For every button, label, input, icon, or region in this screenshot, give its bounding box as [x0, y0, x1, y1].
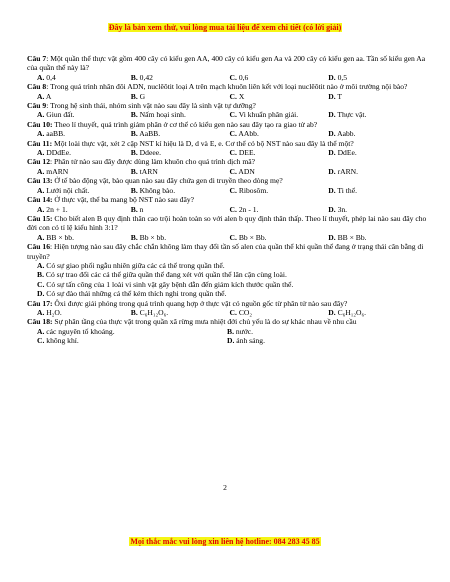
answer-options: [27, 308, 427, 317]
option-a[interactable]: A. H₂O.: [37, 307, 62, 317]
answer-options: [27, 129, 427, 138]
option-a[interactable]: A. aaBB.: [37, 129, 66, 139]
question-number: Câu 10:: [27, 119, 53, 129]
question-number: Câu 11:: [27, 138, 53, 148]
option-a[interactable]: A. BB × bb.: [37, 232, 74, 242]
question-text: : Trong quá trình nhân đôi ADN, nuclêôtit loại A trên mạch khuôn liên kết với loại nuclêôtit nào ở môi trường nội bào?: [46, 82, 408, 92]
question-11: [27, 139, 427, 148]
option-a[interactable]: A. Giun đất.: [37, 110, 75, 120]
question-15: [27, 214, 427, 233]
question-text: Ở thực vật, thể ba mang bộ NST nào sau đây?: [52, 195, 195, 205]
option-d[interactable]: D. ánh sáng.: [227, 336, 265, 346]
question-16: [27, 242, 427, 261]
option-c[interactable]: C. không khí.: [37, 336, 79, 346]
question-13: [27, 176, 427, 185]
option-d[interactable]: D. T: [328, 91, 343, 101]
question-text: : Một quần thể thực vật gồm 400 cây có kiểu gen AA, 400 cây có kiểu gen Aa và 200 cây có kiểu gen aa. Tần số kiểu gen Aa của quần thể này là?: [27, 54, 426, 73]
question-number: Câu 18:: [27, 317, 53, 327]
answer-options: [27, 148, 427, 157]
option-b[interactable]: B. Ddeee.: [130, 148, 161, 158]
question-text: Ở tế bào động vật, bào quan nào sau đây chứa gen di truyền theo dòng mẹ?: [52, 176, 283, 186]
answer-options: [27, 205, 427, 214]
option-b[interactable]: B. Bb × bb.: [130, 232, 167, 242]
option-a[interactable]: A. 0,4: [37, 72, 56, 82]
option-b[interactable]: B. Không bào.: [130, 185, 176, 195]
option-d[interactable]: D. Aabb.: [328, 129, 356, 139]
option-a[interactable]: A. A: [37, 91, 52, 101]
question-text: : Phân tử nào sau đây được dùng làm khuôn cho quá trình dịch mã?: [50, 157, 256, 167]
option-b[interactable]: B. tARN: [130, 166, 158, 176]
option-d[interactable]: D. rARN.: [328, 166, 359, 176]
option-a[interactable]: A. 2n + 1.: [37, 204, 68, 214]
option-b[interactable]: B. nước.: [227, 326, 254, 336]
question-number: Câu 14:: [27, 195, 53, 205]
footer-banner-text: Mọi thắc mắc vui lòng xin liên hệ hotline: 084 283 45 85: [130, 537, 320, 546]
question-9: [27, 101, 427, 110]
question-number: Câu 7: [27, 54, 47, 63]
answer-options: [27, 73, 427, 82]
option-c[interactable]: C. AAbb.: [229, 129, 259, 139]
answer-options: [27, 327, 427, 336]
option-b[interactable]: B. 0,42: [130, 72, 153, 82]
question-number: Câu 13:: [27, 176, 53, 186]
option-d[interactable]: D. Có sự đào thải những cá thể kém thích nghi trong quần thể.: [37, 289, 227, 299]
question-17: [27, 299, 427, 308]
answer-options: [27, 110, 427, 119]
option-b[interactable]: B. Nấm hoại sinh.: [130, 110, 186, 120]
answer-options: [27, 233, 427, 242]
question-text: Cho biết alen B quy định thân cao trội hoàn toàn so với alen b quy định thân thấp. Theo lí thuyết, phép lai nào sau đây cho đời con có tỉ lệ kiểu hình 3:1?: [27, 213, 427, 233]
option-d[interactable]: D. C₆H₁₂O₆.: [328, 307, 367, 317]
option-d[interactable]: D. Ti thể.: [328, 185, 357, 195]
option-a[interactable]: A. các nguyên tố khoáng.: [37, 326, 115, 336]
question-number: Câu 16: [27, 242, 50, 252]
option-b[interactable]: B. Có sự trao đổi các cá thể giữa quần thể đang xét với quần thể lân cận cùng loài.: [37, 270, 287, 280]
answer-options: [27, 167, 427, 176]
option-c[interactable]: C. Có sự tấn công của 1 loài vi sinh vật gây bệnh dẫn đến giảm kích thước quần thể.: [37, 279, 294, 289]
question-text: Một loài thực vật, xét 2 cặp NST kí hiệu là D, d và E, e. Cơ thể có bộ NST nào sau đây là thể một?: [52, 138, 354, 148]
option-b[interactable]: B. G: [130, 91, 146, 101]
option-d[interactable]: D. DdEe.: [328, 148, 357, 158]
option-b[interactable]: B. AaBB.: [130, 129, 161, 139]
option-c[interactable]: C. CO₂: [229, 307, 253, 317]
option-c[interactable]: C. Ribosôm.: [229, 185, 269, 195]
option-c[interactable]: C. 2n - 1.: [229, 204, 259, 214]
question-7: [27, 54, 427, 73]
header-banner: [0, 23, 450, 33]
answer-options: [27, 336, 427, 345]
header-banner-text: Đây là bản xem thử, vui lòng mua tài liệu để xem chi tiết (có lời giải): [108, 23, 342, 32]
question-text: : Trong hệ sinh thái, nhóm sinh vật nào sau đây là sinh vật tự dưỡng?: [46, 101, 256, 111]
question-number: Câu 17:: [27, 298, 53, 308]
option-a[interactable]: A. DDdEe.: [37, 148, 71, 158]
option-a[interactable]: A. mARN: [37, 166, 69, 176]
option-c[interactable]: C. Vi khuẩn phân giải.: [229, 110, 299, 120]
question-text: Sự phân tầng của thực vật trong quần xã rừng mưa nhiệt đới chủ yếu là do sự khác nhau về nhu cầu: [52, 317, 357, 327]
option-d[interactable]: D. BB × Bb.: [328, 232, 367, 242]
question-12: [27, 157, 427, 166]
question-number: Câu 8: [27, 82, 47, 92]
option-c[interactable]: C. 0,6: [229, 72, 249, 82]
answer-options: [27, 92, 427, 101]
option-c[interactable]: C. ADN: [229, 166, 255, 176]
footer-banner: [0, 537, 450, 547]
option-a[interactable]: A. Lưới nội chất.: [37, 185, 90, 195]
question-list: [27, 54, 427, 346]
option-d[interactable]: D. Thực vật.: [328, 110, 367, 120]
question-10: [27, 120, 427, 129]
question-text: Theo lí thuyết, quá trình giảm phân ở cơ thể có kiểu gen nào sau đây tạo ra giao tử ab?: [52, 119, 318, 129]
option-b[interactable]: B. n: [130, 204, 144, 214]
page-number: 2: [223, 483, 227, 492]
question-14: [27, 195, 427, 204]
question-text: : Hiện tượng nào sau đây chắc chắn không làm thay đổi tần số alen của quần thể khi quần thể đang ở trạng thái cân bằng di truyền?: [27, 242, 424, 261]
option-c[interactable]: C. DEE.: [229, 148, 256, 158]
question-number: Câu 12: [27, 157, 50, 167]
question-8: [27, 82, 427, 91]
option-d[interactable]: D. 0,5: [328, 72, 348, 82]
question-18: [27, 317, 427, 326]
answer-options: [27, 186, 427, 195]
question-text: Ôxi được giải phóng trong quá trình quang hợp ở thực vật có nguồn gốc từ phân tử nào sau đây?: [52, 298, 348, 308]
question-number: Câu 9: [27, 101, 47, 111]
option-d[interactable]: D. 3n.: [328, 204, 348, 214]
option-c[interactable]: C. X: [229, 91, 245, 101]
option-c[interactable]: C. Bb × Bb.: [229, 232, 267, 242]
option-a[interactable]: A. Có sự giao phối ngẫu nhiên giữa các cá thể trong quần thể.: [37, 260, 225, 270]
question-number: Câu 15:: [27, 213, 53, 223]
option-b[interactable]: B. C₆H₁₂O₆.: [130, 307, 169, 317]
